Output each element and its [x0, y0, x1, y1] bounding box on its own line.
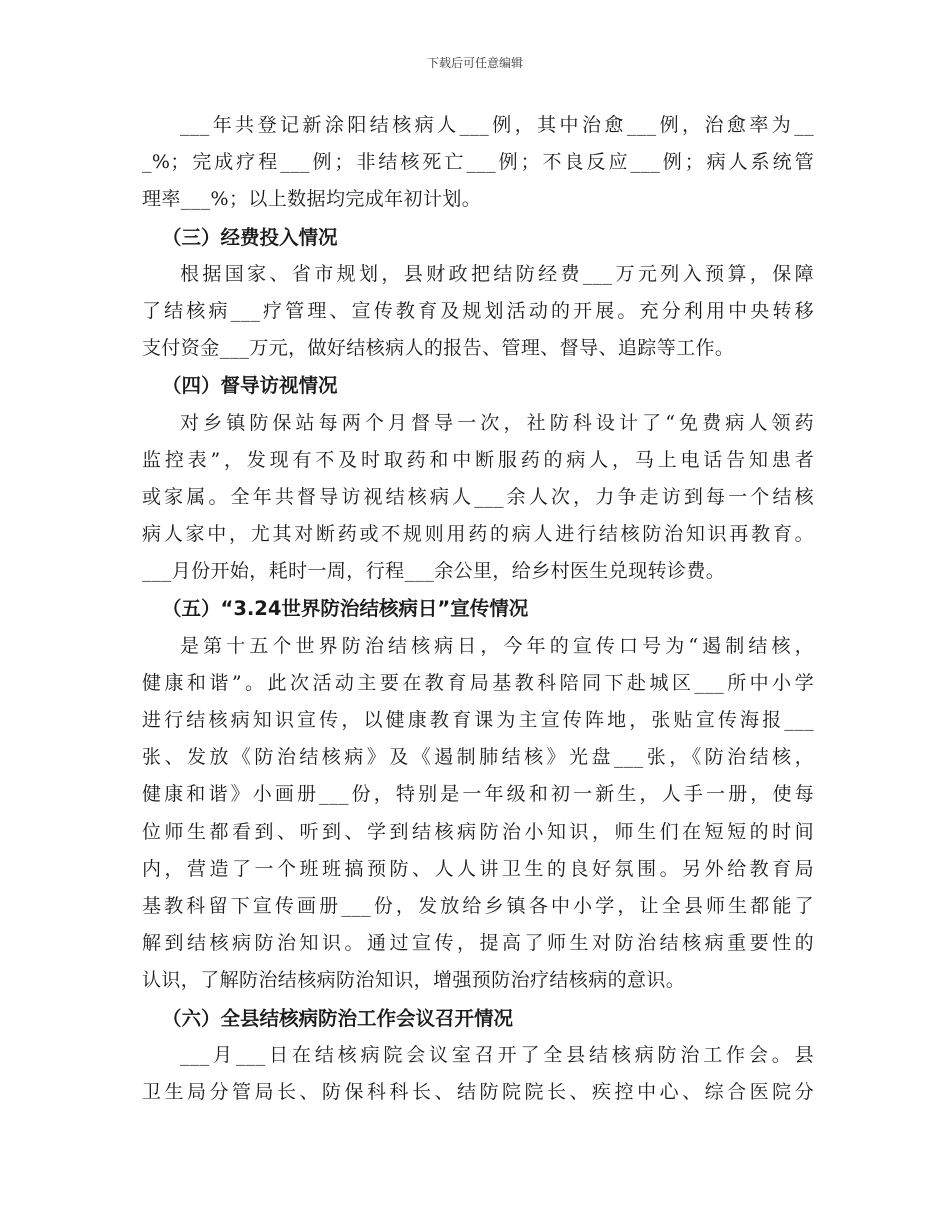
section-heading: （四）督导访视情况	[162, 374, 338, 398]
paragraph-line: 根据国家、省市规划，县财政把结防经费___万元列入预算，保障	[180, 262, 814, 285]
paragraph-line: 对乡镇防保站每两个月督导一次，社防科设计了“免费病人领药	[180, 411, 814, 434]
section-heading: （五）“3.24世界防治结核病日”宣传情况	[162, 597, 529, 621]
paragraph-line: 是第十五个世界防治结核病日，今年的宣传口号为“遏制结核，	[180, 634, 814, 657]
section-heading: （六）全县结核病防治工作会议召开情况	[162, 1006, 514, 1030]
paragraph-line: 了结核病___疗管理、宣传教育及规划活动的开展。充分利用中央转移	[142, 299, 814, 322]
paragraph-line: 支付资金___万元，做好结核病人的报告、管理、督导、追踪等工作。	[142, 337, 735, 360]
paragraph-line: 解到结核病防治知识。通过宣传，提高了师生对防治结核病重要性的	[142, 932, 814, 955]
paragraph-line: 张、发放《防治结核病》及《遏制肺结核》光盘___张，《防治结核，	[142, 746, 814, 769]
paragraph-line: 或家属。全年共督导访视结核病人___余人次，力争走访到每一个结核	[142, 485, 814, 508]
paragraph-line: ___月___日在结核病院会议室召开了全县结核病防治工作会。县	[180, 1043, 814, 1066]
paragraph-line: ___年共登记新涂阳结核病人___例，其中治愈___例，治愈率为__	[180, 114, 814, 136]
paragraph-line: ___月份开始，耗时一周，行程___余公里，给乡村医生兑现转诊费。	[142, 560, 726, 583]
paragraph-line: 基教科留下宣传画册___份，发放给乡镇各中小学，让全县师生都能了	[142, 894, 814, 917]
section-heading: （三）经费投入情况	[162, 225, 338, 249]
page-header: 下载后可任意编辑	[426, 56, 523, 70]
paragraph-line: 卫生局分管局长、防保科科长、结防院院长、疾控中心、综合医院分	[142, 1080, 814, 1103]
paragraph-line: 内，营造了一个班班搞预防、人人讲卫生的良好氛围。另外给教育局	[142, 857, 814, 880]
paragraph-line: 健康和谐”。此次活动主要在教育局基教科陪同下赴城区___所中小学	[142, 671, 814, 694]
paragraph-line: 认识，了解防治结核病防治知识，增强预防治疗结核病的意识。	[142, 969, 686, 992]
paragraph-line: 位师生都看到、听到、学到结核病防治小知识，师生们在短短的时间	[142, 820, 814, 843]
paragraph-line: _%；完成疗程___例；非结核死亡___例；不良反应___例；病人系统管	[142, 151, 814, 174]
paragraph-line: 监控表”，发现有不及时取药和中断服药的病人，马上电话告知患者	[142, 448, 814, 471]
paragraph-line: 病人家中，尤其对断药或不规则用药的病人进行结核防治知识再教育。	[142, 523, 814, 546]
paragraph-line: 健康和谐》小画册___份，特别是一年级和初一新生，人手一册，使每	[142, 783, 814, 806]
document-body	[142, 107, 814, 1111]
paragraph-line: 理率___%；以上数据均完成年初计划。	[142, 188, 482, 211]
paragraph-line: 进行结核病知识宣传，以健康教育课为主宣传阵地，张贴宣传海报___	[142, 709, 814, 731]
